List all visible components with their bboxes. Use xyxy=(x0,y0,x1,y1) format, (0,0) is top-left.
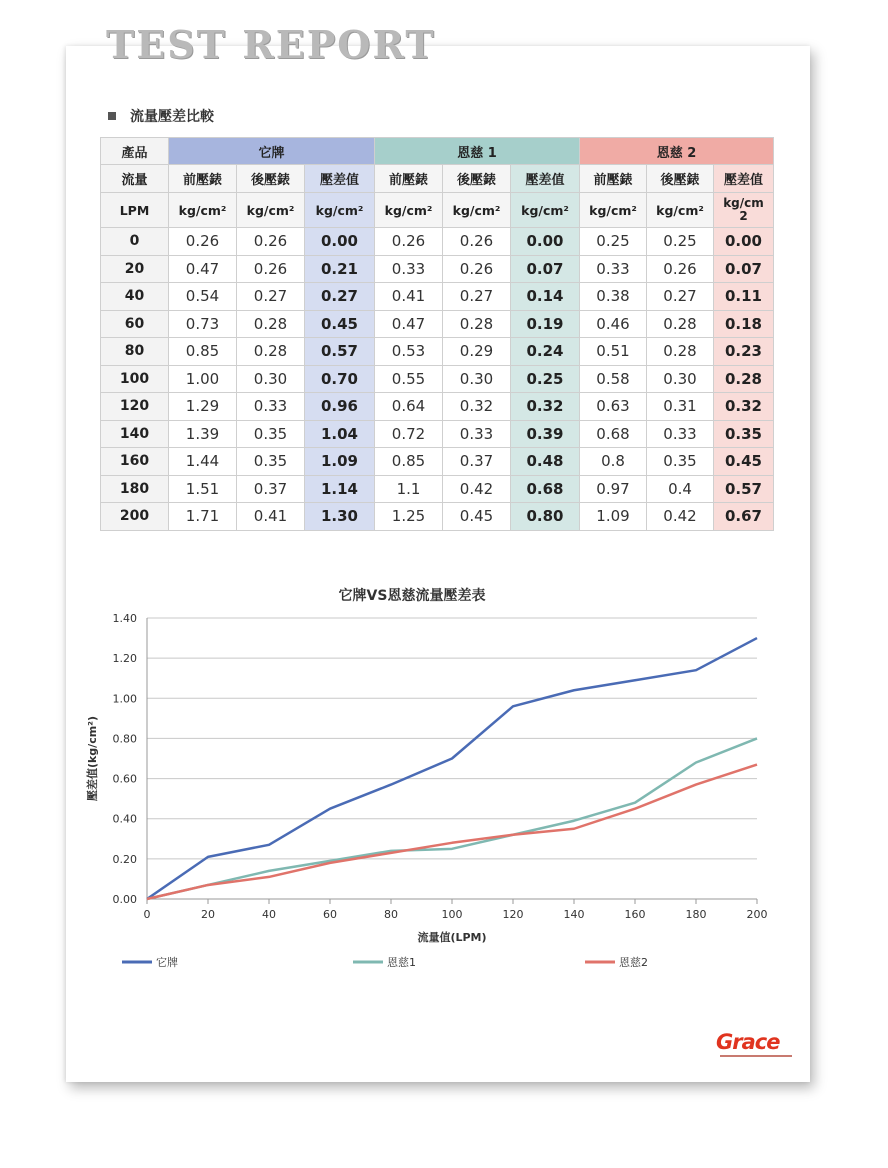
x-tick-label: 80 xyxy=(384,908,398,921)
value-cell: 0.25 xyxy=(647,228,714,256)
diff-cell: 0.25 xyxy=(511,365,580,393)
value-cell: 0.51 xyxy=(580,338,647,366)
logo-tagline-bar xyxy=(720,1055,792,1057)
diff-cell: 0.48 xyxy=(511,448,580,476)
unit-cell: kg/cm² xyxy=(443,193,511,228)
table-row xyxy=(101,310,774,338)
value-cell: 0.35 xyxy=(237,448,305,476)
diff-cell: 0.11 xyxy=(714,283,774,311)
x-tick-label: 140 xyxy=(563,908,585,921)
flow-cell: 60 xyxy=(101,310,169,338)
value-cell: 0.26 xyxy=(647,255,714,283)
y-tick-label: 1.20 xyxy=(112,652,137,666)
table-row xyxy=(101,393,774,421)
x-tick-label: 120 xyxy=(502,908,524,921)
unit-cell: kg/cm 2 xyxy=(714,193,774,228)
x-tick-label: 0 xyxy=(143,908,151,921)
value-cell: 1.25 xyxy=(375,503,443,531)
value-cell: 0.30 xyxy=(647,365,714,393)
flow-cell: 140 xyxy=(101,420,169,448)
diff-cell: 0.07 xyxy=(511,255,580,283)
column-header: 前壓錶 xyxy=(580,165,647,193)
value-cell: 0.26 xyxy=(169,228,237,256)
y-tick-label: 0.00 xyxy=(112,893,137,906)
diff-cell: 0.23 xyxy=(714,338,774,366)
value-cell: 0.38 xyxy=(580,283,647,311)
column-header: 後壓錶 xyxy=(443,165,511,193)
x-axis-label: 流量值(LPM) xyxy=(417,931,487,944)
value-cell: 0.35 xyxy=(237,420,305,448)
logo-wordmark: Grace xyxy=(716,1030,780,1054)
unit-cell: kg/cm² xyxy=(511,193,580,228)
value-cell: 0.26 xyxy=(443,228,511,256)
table-row xyxy=(101,448,774,476)
value-cell: 0.97 xyxy=(580,475,647,503)
table-row xyxy=(101,420,774,448)
value-cell: 0.33 xyxy=(443,420,511,448)
value-cell: 0.41 xyxy=(237,503,305,531)
table-row xyxy=(101,503,774,531)
value-cell: 0.29 xyxy=(443,338,511,366)
value-cell: 0.35 xyxy=(647,448,714,476)
flow-cell: 180 xyxy=(101,475,169,503)
column-header: 前壓錶 xyxy=(375,165,443,193)
value-cell: 1.71 xyxy=(169,503,237,531)
legend-label: 恩慈2 xyxy=(619,956,648,969)
section-title: 流量壓差比較 xyxy=(130,109,214,125)
value-cell: 0.33 xyxy=(580,255,647,283)
x-tick-label: 100 xyxy=(441,908,463,921)
value-cell: 0.64 xyxy=(375,393,443,421)
diff-cell: 0.14 xyxy=(511,283,580,311)
flow-cell: 0 xyxy=(101,228,169,256)
value-cell: 1.44 xyxy=(169,448,237,476)
value-cell: 0.54 xyxy=(169,283,237,311)
value-cell: 0.37 xyxy=(237,475,305,503)
value-cell: 1.00 xyxy=(169,365,237,393)
x-tick-label: 20 xyxy=(201,908,215,921)
value-cell: 0.31 xyxy=(647,393,714,421)
bullet-icon xyxy=(108,112,116,120)
x-tick-label: 180 xyxy=(685,908,707,921)
value-cell: 0.28 xyxy=(237,310,305,338)
comparison-table xyxy=(100,137,774,531)
diff-cell: 0.07 xyxy=(714,255,774,283)
chart-title: 它牌VS恩慈流量壓差表 xyxy=(338,588,486,604)
diff-cell: 0.70 xyxy=(305,365,375,393)
x-tick-label: 200 xyxy=(746,908,768,921)
y-tick-label: 0.40 xyxy=(112,812,137,826)
value-cell: 0.55 xyxy=(375,365,443,393)
flow-cell: 160 xyxy=(101,448,169,476)
value-cell: 1.1 xyxy=(375,475,443,503)
diff-cell: 1.09 xyxy=(305,448,375,476)
flow-cell: 20 xyxy=(101,255,169,283)
value-cell: 0.33 xyxy=(237,393,305,421)
section-heading xyxy=(108,106,214,126)
column-header: 壓差值 xyxy=(714,165,774,193)
unit-cell: kg/cm² xyxy=(237,193,305,228)
diff-cell: 0.28 xyxy=(714,365,774,393)
value-cell: 0.37 xyxy=(443,448,511,476)
value-cell: 1.29 xyxy=(169,393,237,421)
table-row xyxy=(101,228,774,256)
group-header: 恩慈 1 xyxy=(375,138,580,165)
table-row xyxy=(101,475,774,503)
value-cell: 0.26 xyxy=(443,255,511,283)
unit-cell: kg/cm² xyxy=(375,193,443,228)
value-cell: 0.41 xyxy=(375,283,443,311)
value-cell: 0.4 xyxy=(647,475,714,503)
value-cell: 0.46 xyxy=(580,310,647,338)
unit-cell: kg/cm² xyxy=(169,193,237,228)
value-cell: 0.33 xyxy=(375,255,443,283)
value-cell: 0.27 xyxy=(647,283,714,311)
diff-cell: 0.45 xyxy=(714,448,774,476)
y-tick-label: 0.60 xyxy=(112,772,137,786)
y-tick-label: 1.40 xyxy=(112,612,137,625)
diff-cell: 0.21 xyxy=(305,255,375,283)
value-cell: 0.47 xyxy=(169,255,237,283)
group-header: 它牌 xyxy=(169,138,375,165)
value-cell: 0.42 xyxy=(647,503,714,531)
value-cell: 0.58 xyxy=(580,365,647,393)
x-tick-label: 40 xyxy=(262,908,276,921)
diff-cell: 1.30 xyxy=(305,503,375,531)
y-tick-label: 0.80 xyxy=(112,732,137,746)
pressure-diff-line-chart xyxy=(80,578,780,988)
y-axis-label: 壓差值(kg/cm²) xyxy=(86,715,99,802)
diff-cell: 1.04 xyxy=(305,420,375,448)
legend-label: 恩慈1 xyxy=(387,956,416,969)
value-cell: 0.28 xyxy=(443,310,511,338)
column-header: 後壓錶 xyxy=(237,165,305,193)
value-cell: 0.25 xyxy=(580,228,647,256)
diff-cell: 0.00 xyxy=(714,228,774,256)
x-tick-label: 160 xyxy=(624,908,646,921)
value-cell: 0.73 xyxy=(169,310,237,338)
flow-cell: 200 xyxy=(101,503,169,531)
diff-cell: 0.96 xyxy=(305,393,375,421)
x-tick-label: 60 xyxy=(323,908,337,921)
diff-cell: 0.57 xyxy=(305,338,375,366)
value-cell: 0.63 xyxy=(580,393,647,421)
value-cell: 0.28 xyxy=(237,338,305,366)
value-cell: 0.27 xyxy=(237,283,305,311)
flow-cell: 80 xyxy=(101,338,169,366)
value-cell: 0.32 xyxy=(443,393,511,421)
table-row xyxy=(101,283,774,311)
table-row xyxy=(101,365,774,393)
value-cell: 0.27 xyxy=(443,283,511,311)
value-cell: 0.28 xyxy=(647,310,714,338)
table-row xyxy=(101,338,774,366)
y-tick-label: 0.20 xyxy=(112,852,137,866)
value-cell: 0.68 xyxy=(580,420,647,448)
value-cell: 0.26 xyxy=(375,228,443,256)
table-row xyxy=(101,255,774,283)
grace-logo xyxy=(716,1030,779,1054)
unit-cell: kg/cm² xyxy=(647,193,714,228)
flow-header: 流量 xyxy=(101,165,169,193)
unit-cell: kg/cm² xyxy=(580,193,647,228)
report-header-title: TEST REPORT xyxy=(106,22,436,67)
unit-header: LPM xyxy=(101,193,169,228)
diff-cell: 0.24 xyxy=(511,338,580,366)
diff-cell: 0.32 xyxy=(511,393,580,421)
value-cell: 1.51 xyxy=(169,475,237,503)
value-cell: 0.33 xyxy=(647,420,714,448)
product-header: 產品 xyxy=(101,138,169,165)
diff-cell: 0.27 xyxy=(305,283,375,311)
diff-cell: 0.19 xyxy=(511,310,580,338)
value-cell: 0.53 xyxy=(375,338,443,366)
column-header: 前壓錶 xyxy=(169,165,237,193)
value-cell: 0.26 xyxy=(237,228,305,256)
flow-cell: 100 xyxy=(101,365,169,393)
diff-cell: 0.57 xyxy=(714,475,774,503)
diff-cell: 0.80 xyxy=(511,503,580,531)
column-header: 壓差值 xyxy=(511,165,580,193)
legend-label: 它牌 xyxy=(156,956,178,969)
diff-cell: 0.45 xyxy=(305,310,375,338)
value-cell: 0.85 xyxy=(375,448,443,476)
value-cell: 0.30 xyxy=(443,365,511,393)
series-line-1 xyxy=(147,638,757,899)
diff-cell: 0.39 xyxy=(511,420,580,448)
diff-cell: 0.68 xyxy=(511,475,580,503)
value-cell: 0.42 xyxy=(443,475,511,503)
value-cell: 0.8 xyxy=(580,448,647,476)
value-cell: 0.26 xyxy=(237,255,305,283)
unit-cell: kg/cm² xyxy=(305,193,375,228)
group-header: 恩慈 2 xyxy=(580,138,774,165)
column-header: 壓差值 xyxy=(305,165,375,193)
flow-cell: 40 xyxy=(101,283,169,311)
value-cell: 0.85 xyxy=(169,338,237,366)
y-tick-label: 1.00 xyxy=(112,692,137,706)
value-cell: 0.28 xyxy=(647,338,714,366)
diff-cell: 0.35 xyxy=(714,420,774,448)
value-cell: 1.39 xyxy=(169,420,237,448)
value-cell: 1.09 xyxy=(580,503,647,531)
diff-cell: 0.00 xyxy=(305,228,375,256)
value-cell: 0.30 xyxy=(237,365,305,393)
column-header: 後壓錶 xyxy=(647,165,714,193)
value-cell: 0.47 xyxy=(375,310,443,338)
diff-cell: 0.00 xyxy=(511,228,580,256)
diff-cell: 0.67 xyxy=(714,503,774,531)
diff-cell: 0.18 xyxy=(714,310,774,338)
diff-cell: 1.14 xyxy=(305,475,375,503)
diff-cell: 0.32 xyxy=(714,393,774,421)
value-cell: 0.72 xyxy=(375,420,443,448)
flow-cell: 120 xyxy=(101,393,169,421)
value-cell: 0.45 xyxy=(443,503,511,531)
